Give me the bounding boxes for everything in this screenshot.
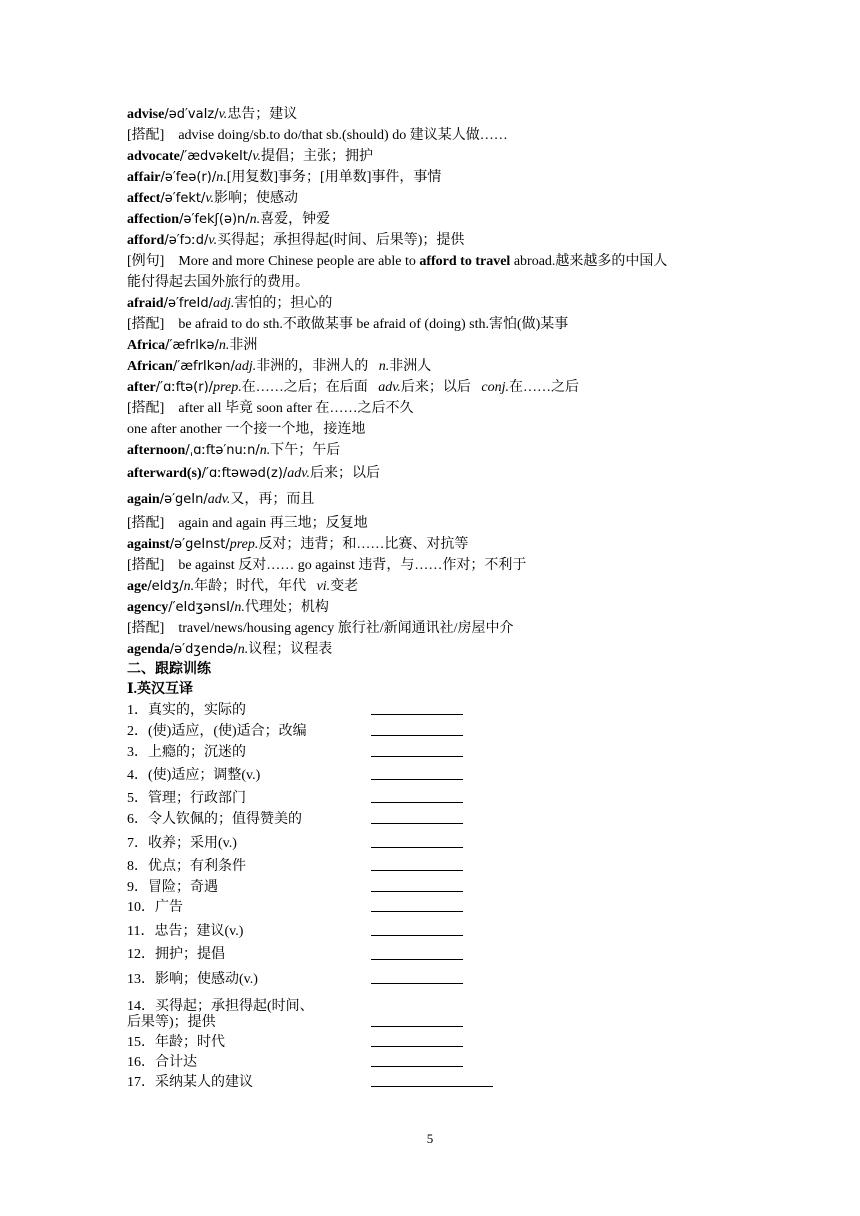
phonetic: /ə′fekt/: [160, 191, 206, 206]
headword: afterward(s): [127, 466, 202, 481]
headword: African: [127, 359, 173, 374]
collocation-line: [127, 513, 747, 534]
collocation-line: [127, 314, 747, 335]
example-continuation: [127, 272, 747, 293]
part-of-speech: n.: [249, 212, 261, 227]
meaning: 忠告；建议: [227, 107, 298, 122]
collocation-text: one after another 一个接一个地，接连地: [127, 422, 366, 437]
exercise-prompt: 15．年龄；时代: [127, 1035, 225, 1050]
vocab-entry-again: [127, 487, 747, 513]
headword: age: [127, 579, 148, 594]
meaning: [用复数]事务；[用单数]事件，事情: [226, 170, 442, 185]
headword: against: [127, 537, 170, 552]
collocation-line: [127, 398, 747, 419]
meaning: 非洲: [229, 338, 258, 353]
tag-label: [搭配]: [127, 401, 165, 416]
answer-blank[interactable]: [371, 1046, 463, 1047]
answer-blank[interactable]: [371, 802, 463, 803]
part-of-speech: conj.: [481, 380, 509, 395]
vocab-entry-advise: [127, 104, 747, 125]
collocation-text: again and again 再三地；反复地: [178, 516, 368, 531]
vocab-entry-afford: [127, 230, 747, 251]
answer-blank[interactable]: [371, 1066, 463, 1067]
phonetic: /ə′fɔːd/: [164, 233, 209, 248]
exercise-prompt: 8．优点；有利条件: [127, 859, 246, 874]
exercise-item: [127, 1052, 747, 1072]
vocab-entry-afternoon: [127, 440, 747, 461]
headword: agency: [127, 600, 169, 615]
exercise-item: [127, 992, 747, 1032]
exercise-item: [127, 967, 747, 992]
part-of-speech: v.: [218, 107, 228, 122]
example-sentence: [127, 251, 747, 272]
subsection-title: Ⅰ.英汉互译: [127, 682, 194, 697]
meaning: 买得起；承担得起(时间、后果等)；提供: [217, 233, 465, 248]
exercise-item: [127, 897, 747, 919]
part-of-speech: n.: [378, 359, 390, 374]
meaning: 非洲的，非洲人的: [256, 359, 369, 374]
exercise-item: [127, 700, 747, 721]
phonetic: /əd′vaIz/: [164, 107, 219, 122]
part-of-speech: n.: [237, 642, 249, 657]
meaning: 害怕的；担心的: [234, 296, 333, 311]
answer-blank[interactable]: [371, 870, 463, 871]
vocab-entry-agency: [127, 597, 747, 618]
answer-blank[interactable]: [371, 756, 463, 757]
answer-blank[interactable]: [371, 1026, 463, 1027]
vocab-entry-agenda: [127, 639, 747, 660]
exercise-item: [127, 742, 747, 763]
phonetic: /′æfrIkən/: [172, 359, 235, 374]
phonetic: /eIdʒ/: [147, 579, 184, 594]
exercise-prompt: 3．上瘾的；沉迷的: [127, 745, 246, 760]
exercise-item: [127, 831, 747, 856]
headword: afford: [127, 233, 165, 248]
exercise-prompt: 12．拥护；提倡: [127, 947, 225, 962]
phonetic: /ˌɑːftə′nuːn/: [185, 443, 260, 458]
exercise-prompt: 14．买得起；承担得起(时间、: [127, 999, 314, 1014]
meaning: 代理处；机构: [244, 600, 329, 615]
headword: affair: [127, 170, 161, 185]
collocation-text: be afraid to do sth.不敢做某事 be afraid of (doing) sth.害怕(做)某事: [178, 317, 569, 332]
example-translation: 能付得起去国外旅行的费用。: [127, 275, 309, 290]
answer-blank[interactable]: [371, 1086, 493, 1087]
phonetic: /′æfrIkə/: [165, 338, 219, 353]
vocab-entry-affection: [127, 209, 747, 230]
meaning: 下午；午后: [270, 443, 341, 458]
vocab-entry-afraid: [127, 293, 747, 314]
part-of-speech: adj.: [213, 296, 235, 311]
answer-blank[interactable]: [371, 935, 463, 936]
exercise-item: [127, 1032, 747, 1052]
exercise-item: [127, 877, 747, 897]
answer-blank[interactable]: [371, 735, 463, 736]
meaning: 提倡；主张；拥护: [261, 149, 373, 164]
meaning: 后来；以后: [309, 466, 380, 481]
exercise-prompt-continuation: 后果等)；提供: [127, 1015, 216, 1030]
collocation-continuation: [127, 419, 747, 440]
exercise-item: [127, 1072, 747, 1093]
exercise-prompt: 9．冒险；奇遇: [127, 880, 218, 895]
vocab-entry-age: [127, 576, 747, 597]
exercise-prompt: 13．影响；使感动(v.): [127, 972, 258, 987]
tag-label: [例句]: [127, 254, 165, 269]
headword: after: [127, 380, 156, 395]
collocation-text: travel/news/housing agency 旅行社/新闻通讯社/房屋中介: [178, 621, 514, 636]
exercise-prompt: 6．令人钦佩的；值得赞美的: [127, 812, 302, 827]
section-title: 二、跟踪训练: [127, 662, 211, 677]
part-of-speech: n.: [183, 579, 195, 594]
exercise-item: [127, 856, 747, 877]
document-page: [127, 104, 747, 1093]
headword: advocate: [127, 149, 180, 164]
example-text-end: abroad.越来越多的中国人: [510, 254, 668, 269]
page-number: 5: [426, 1131, 434, 1146]
collocation-line: [127, 618, 747, 639]
tag-label: [搭配]: [127, 516, 165, 531]
exercise-prompt: 17．采纳某人的建议: [127, 1075, 253, 1090]
part-of-speech: v.: [205, 191, 215, 206]
vocab-entry-against: [127, 534, 747, 555]
answer-blank[interactable]: [371, 891, 463, 892]
headword: afternoon: [127, 443, 186, 458]
headword: again: [127, 492, 160, 507]
answer-blank[interactable]: [371, 823, 463, 824]
tag-label: [搭配]: [127, 558, 165, 573]
meaning: 在……之后；在后面: [241, 380, 368, 395]
phonetic: /ə′dʒendə/: [169, 642, 238, 657]
vocab-entry-after: [127, 377, 747, 398]
headword: agenda: [127, 642, 170, 657]
headword: afraid: [127, 296, 164, 311]
part-of-speech: adv.: [207, 492, 231, 507]
exercise-prompt: 7．收养；采用(v.): [127, 836, 237, 851]
meaning: 后来；以后: [400, 380, 471, 395]
phonetic: /′eIdʒənsI/: [168, 600, 235, 615]
exercise-item: [127, 944, 747, 967]
phonetic: /′ædvəkeIt/: [179, 149, 253, 164]
meaning: 非洲人: [389, 359, 432, 374]
phonetic: /′ɑːftə(r)/: [155, 380, 214, 395]
part-of-speech: v.: [208, 233, 218, 248]
exercise-item: [127, 919, 747, 944]
collocation-text: after all 毕竟 soon after 在……之后不久: [178, 401, 414, 416]
meaning: 变老: [330, 579, 359, 594]
vocab-entry-african: [127, 356, 747, 377]
part-of-speech: prep.: [229, 537, 259, 552]
meaning: 又，再；而且: [230, 492, 315, 507]
meaning: 议程；议程表: [248, 642, 333, 657]
exercise-item: [127, 809, 747, 831]
exercise-prompt: 1．真实的，实际的: [127, 703, 246, 718]
exercise-item: [127, 763, 747, 788]
headword: advise: [127, 107, 165, 122]
vocab-entry-affair: [127, 167, 747, 188]
collocation-text: be against 反对…… go against 违背，与……作对；不利于: [178, 558, 527, 573]
headword: Africa: [127, 338, 166, 353]
vocab-entry-afterwards: [127, 461, 747, 487]
headword: affect: [127, 191, 161, 206]
meaning: 在……之后: [509, 380, 579, 395]
exercise-prompt: 4．(使)适应；调整(v.): [127, 768, 261, 783]
meaning: 年龄；时代，年代: [194, 579, 307, 594]
meaning: 影响；使感动: [214, 191, 299, 206]
answer-blank[interactable]: [371, 779, 463, 780]
part-of-speech: adv.: [378, 380, 401, 395]
exercise-item: [127, 721, 747, 742]
part-of-speech: n.: [234, 600, 245, 615]
vocab-entry-affect: [127, 188, 747, 209]
phonetic: /′ɑːftəwəd(z)/: [201, 466, 288, 481]
exercise-prompt: 11．忠告；建议(v.): [127, 924, 244, 939]
part-of-speech: n.: [218, 338, 230, 353]
tag-label: [搭配]: [127, 621, 165, 636]
collocation-text: advise doing/sb.to do/that sb.(should) do 建议某人做……: [178, 128, 508, 143]
phonetic: /ə′feə(r)/: [160, 170, 217, 185]
example-text: More and more Chinese people are able to: [178, 254, 420, 269]
vocab-entry-advocate: [127, 146, 747, 167]
part-of-speech: adv.: [287, 466, 310, 481]
exercise-prompt: 10．广告: [127, 900, 183, 915]
part-of-speech: adj.: [234, 359, 257, 374]
meaning: 喜爱，钟爱: [260, 212, 331, 227]
phonetic: /ə′geIn/: [159, 492, 208, 507]
collocation-line: [127, 555, 747, 576]
phonetic: /ə′geInst/: [169, 537, 230, 552]
tag-label: [搭配]: [127, 128, 165, 143]
phonetic: /ə′fekʃ(ə)n/: [179, 212, 250, 227]
answer-blank[interactable]: [371, 959, 463, 960]
exercise-prompt: 5．管理；行政部门: [127, 791, 246, 806]
part-of-speech: v.: [252, 149, 261, 164]
collocation-line: [127, 125, 747, 146]
headword: affection: [127, 212, 180, 227]
answer-blank[interactable]: [371, 983, 463, 984]
exercise-item: [127, 788, 747, 809]
exercise-prompt: 2．(使)适应，(使)适合；改编: [127, 724, 307, 739]
part-of-speech: n.: [259, 443, 271, 458]
answer-blank[interactable]: [371, 911, 463, 912]
answer-blank[interactable]: [371, 714, 463, 715]
meaning: 反对；违背；和……比赛、对抗等: [258, 537, 469, 552]
example-highlight: afford to travel: [419, 254, 511, 269]
phonetic: /ə′freId/: [163, 296, 213, 311]
part-of-speech: vi.: [316, 579, 331, 594]
answer-blank[interactable]: [371, 847, 463, 848]
exercise-prompt: 16．合计达: [127, 1055, 197, 1070]
part-of-speech: n.: [216, 170, 227, 185]
tag-label: [搭配]: [127, 317, 165, 332]
part-of-speech: prep.: [213, 380, 242, 395]
vocab-entry-africa: [127, 335, 747, 356]
